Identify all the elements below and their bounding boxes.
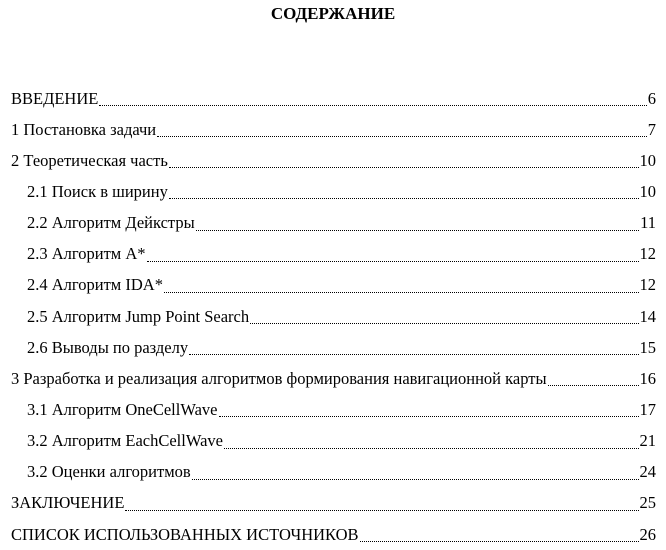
toc-entry [0,83,666,114]
toc-entry-title: 3.2 Алгоритм EachCellWave [27,431,223,451]
toc-dot-leader [196,230,639,231]
toc-entry-title: 3.2 Оценки алгоритмов [27,462,191,482]
toc-page-number: 17 [639,399,656,419]
toc-entry [0,239,666,270]
toc-page-number: 15 [639,337,656,357]
toc-dot-leader [157,136,647,137]
toc-dot-leader [224,448,639,449]
toc-entry-title: ЗАКЛЮЧЕНИЕ [11,493,125,513]
toc-entry-title: 2.6 Выводы по разделу [27,337,189,357]
toc-page-number: 6 [647,88,656,108]
toc-entry [0,208,666,239]
toc-dot-leader [125,510,638,511]
toc-entry [0,301,666,332]
toc-entry [0,488,666,519]
toc-entry [0,519,666,550]
toc-entry-title: ВВЕДЕНИЕ [11,88,99,108]
toc-entry-title: 2.1 Поиск в ширину [27,181,168,201]
toc-dot-leader [169,198,639,199]
toc-page-number: 16 [639,368,656,388]
toc-entry [0,363,666,394]
toc-dot-leader [250,323,638,324]
toc-page-number: 7 [647,119,656,139]
toc-page-number: 10 [639,181,656,201]
toc-dot-leader [548,385,639,386]
toc-page-number: 21 [639,431,656,451]
toc-entry-title: 3 Разработка и реализация алгоритмов формирования навигационной карты [11,368,547,388]
table-of-contents [0,83,666,550]
toc-page-number: 12 [639,275,656,295]
toc-dot-leader [164,292,639,293]
toc-entry-title: 1 Постановка задачи [11,119,157,139]
toc-entry-title: 2.3 Алгоритм A* [27,244,146,264]
toc-page-number: 14 [639,306,656,326]
toc-page-number: 25 [639,493,656,513]
toc-entry [0,394,666,425]
toc-entry-title: 2.4 Алгоритм IDA* [27,275,163,295]
toc-entry [0,114,666,145]
toc-entry-title: 2.2 Алгоритм Дейкстры [27,213,195,233]
toc-page-number: 11 [640,213,656,233]
toc-dot-leader [169,167,639,168]
toc-entry-title: 2 Теоретическая часть [11,150,168,170]
toc-dot-leader [192,479,639,480]
toc-dot-leader [219,416,639,417]
toc-entry [0,457,666,488]
toc-page-number: 24 [639,462,656,482]
toc-entry [0,270,666,301]
toc-page-number: 26 [639,524,656,544]
toc-entry-title: 3.1 Алгоритм OneCellWave [27,399,218,419]
toc-page-number: 12 [639,244,656,264]
toc-dot-leader [99,105,646,106]
toc-entry-title: 2.5 Алгоритм Jump Point Search [27,306,250,326]
toc-dot-leader [360,541,639,542]
toc-entry-title: СПИСОК ИСПОЛЬЗОВАННЫХ ИСТОЧНИКОВ [11,524,359,544]
toc-entry [0,426,666,457]
toc-entry [0,145,666,176]
page-title: СОДЕРЖАНИЕ [270,4,396,23]
toc-entry [0,332,666,363]
toc-page-number: 10 [639,150,656,170]
toc-dot-leader [147,261,639,262]
toc-entry [0,176,666,207]
toc-dot-leader [189,354,638,355]
